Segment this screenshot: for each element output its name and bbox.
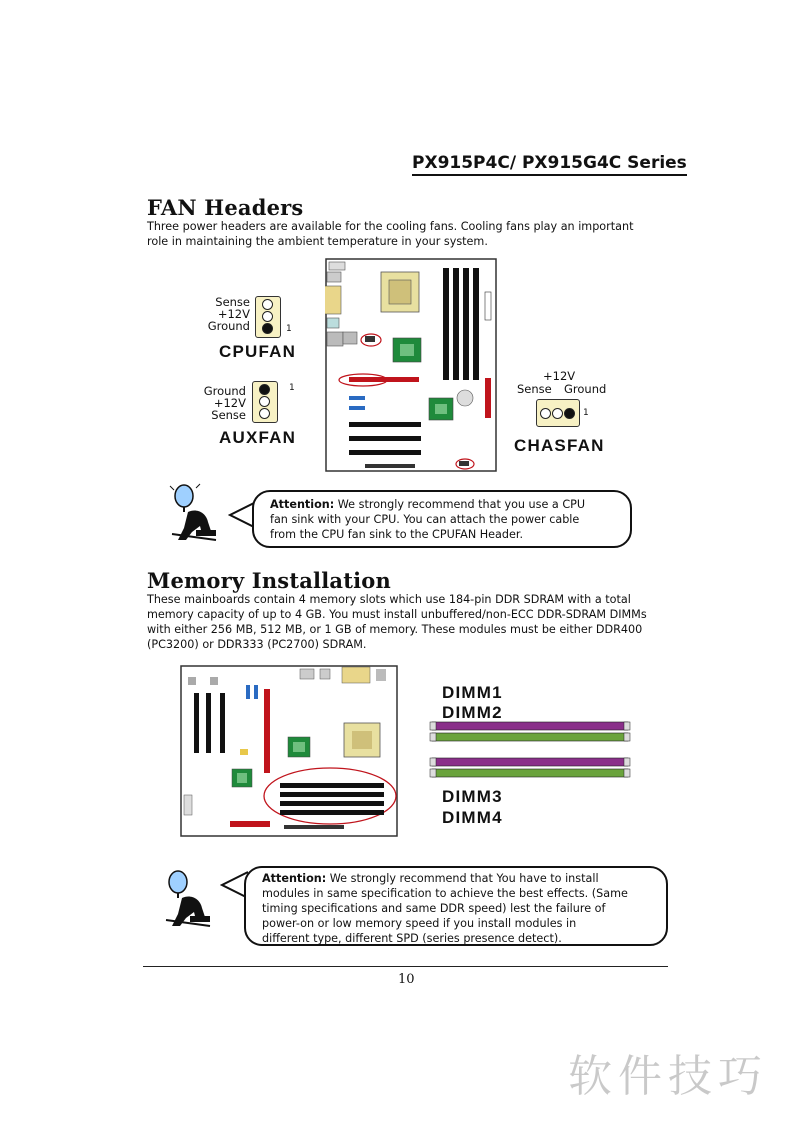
fan-headers-heading: FAN Headers [147, 195, 304, 220]
attention-line: different type, different SPD (series presence detect). [262, 932, 562, 945]
dimm-module-4 [430, 769, 630, 777]
auxfan-pin-labels [186, 385, 246, 421]
attention-label: Attention: [270, 498, 335, 511]
auxfan-pin [259, 408, 270, 419]
series-title: PX915P4C/ PX915G4C Series [412, 153, 687, 176]
chasfan-label: CHASFAN [514, 436, 605, 455]
cpufan-pin-label: Ground [207, 319, 250, 333]
dimm-module-3 [430, 758, 630, 766]
auxfan-label: AUXFAN [219, 428, 297, 447]
attention-line: timing specifications and same DDR speed) lest the failure of [262, 902, 606, 915]
auxfan-pin-label: Sense [211, 408, 246, 422]
motherboard-memory-diagram [180, 665, 398, 837]
memory-paragraph-line: with either 256 MB, 512 MB, or 1 GB of memory. These modules must be either DDR400 [147, 623, 643, 636]
dimm4-label: DIMM4 [442, 808, 503, 827]
cpufan-connector [255, 296, 281, 338]
dimm3-label: DIMM3 [442, 787, 503, 806]
attention-line: We strongly recommend that You have to install [326, 872, 599, 885]
fan-paragraph-line: Three power headers are available for the cooling fans. Cooling fans play an important [147, 220, 634, 233]
dimm1-label: DIMM1 [442, 683, 503, 702]
auxfan-pin1-marker: 1 [289, 383, 295, 393]
footer-divider [143, 966, 668, 967]
dimm-modules-graphic [428, 720, 632, 782]
attention-callout-memory [244, 866, 668, 946]
memory-paragraph-line: memory capacity of up to 4 GB. You must install unbuffered/non-ECC DDR-SDRAM DIMMs [147, 608, 647, 621]
chasfan-pin1 [564, 408, 575, 419]
memory-paragraph [147, 592, 681, 652]
chasfan-pin [552, 408, 563, 419]
cpufan-pin [262, 299, 273, 310]
attention-person-icon [166, 482, 224, 544]
attention-label: Attention: [262, 872, 327, 885]
chasfan-connector [536, 399, 580, 427]
attention-text [270, 497, 615, 542]
chasfan-top-label: +12V [543, 369, 576, 383]
dimm-module-1 [430, 722, 630, 730]
chasfan-left-label: Sense [517, 382, 552, 396]
dimm2-label: DIMM2 [442, 703, 503, 722]
attention-line: from the CPU fan sink to the CPUFAN Header. [270, 528, 524, 541]
auxfan-pin-label: Ground [203, 384, 246, 398]
memory-paragraph-line: (PC3200) or DDR333 (PC2700) SDRAM. [147, 638, 367, 651]
fan-paragraph-line: role in maintaining the ambient temperature in your system. [147, 235, 488, 248]
cpufan-pin-labels [190, 296, 250, 332]
page-number: 10 [398, 972, 415, 987]
cpufan-pin-label: +12V [217, 307, 250, 321]
memory-installation-heading: Memory Installation [147, 568, 391, 593]
auxfan-pin [259, 396, 270, 407]
cpufan-pin1 [262, 323, 273, 334]
attention-line: We strongly recommend that you use a CPU [334, 498, 586, 511]
auxfan-connector [252, 381, 278, 423]
chasfan-pin [540, 408, 551, 419]
cpufan-label: CPUFAN [219, 342, 297, 361]
watermark: 软件技巧 [568, 1051, 768, 1102]
auxfan-pin1 [259, 384, 270, 395]
cpufan-pin1-marker: 1 [286, 324, 292, 334]
chasfan-pin1-marker: 1 [583, 408, 589, 418]
chasfan-right-label: Ground [564, 382, 607, 396]
attention-text [262, 871, 652, 946]
memory-paragraph-line: These mainboards contain 4 memory slots which use 184-pin DDR SDRAM with a total [147, 593, 631, 606]
cpufan-pin [262, 311, 273, 322]
dimm-module-2 [430, 733, 630, 741]
auxfan-pin-label: +12V [213, 396, 246, 410]
attention-callout-fan [252, 490, 632, 548]
attention-line: fan sink with your CPU. You can attach the power cable [270, 513, 580, 526]
fan-headers-paragraph [147, 219, 681, 249]
motherboard-fan-diagram [325, 258, 497, 472]
attention-line: modules in same specification to achieve the best effects. (Same [262, 887, 628, 900]
attention-person-icon [160, 868, 218, 930]
cpufan-pin-label: Sense [215, 295, 250, 309]
attention-line: power-on or low memory speed if you install modules in [262, 917, 577, 930]
